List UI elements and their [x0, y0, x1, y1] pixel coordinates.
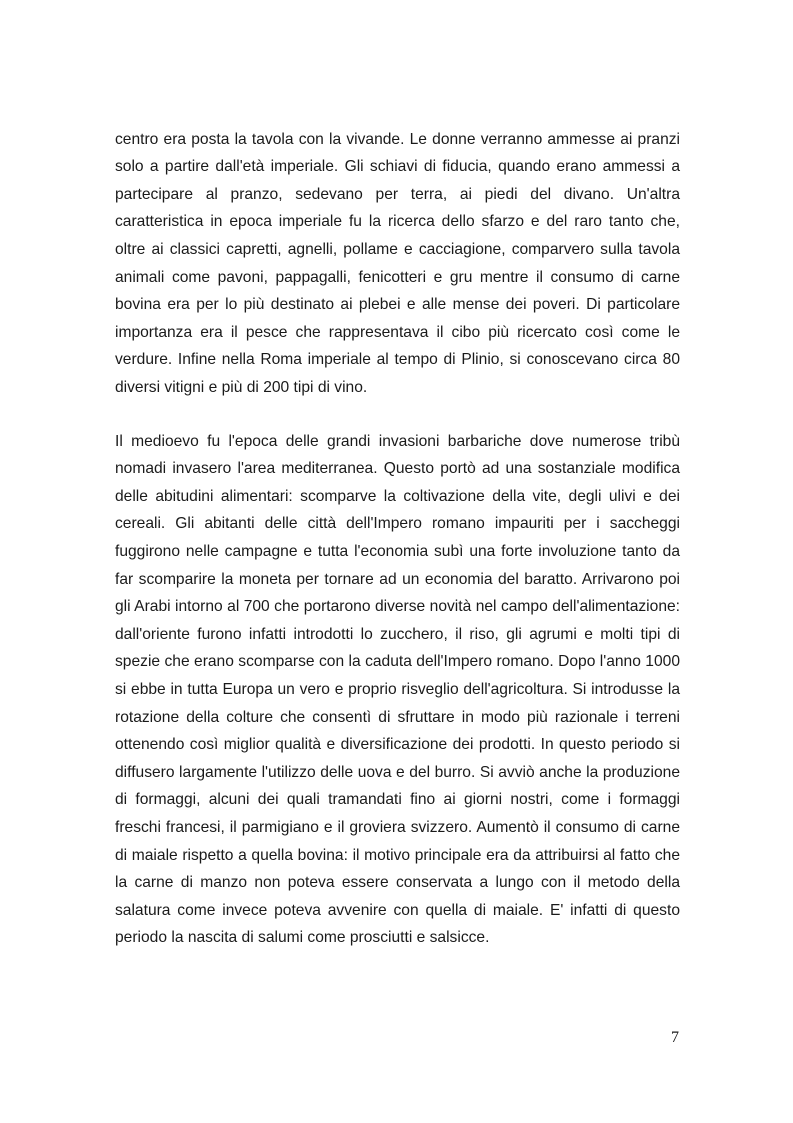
page-number: 7	[671, 1029, 679, 1046]
paragraph-medieval-diet: Il medioevo fu l'epoca delle grandi invasioni barbariche dove numerose tribù nomadi invasero l'area mediterranea. Questo portò ad una sostanziale modifica delle abitudini alimentari: scomparve la coltivazione della vite, degli ulivi e dei cereali. Gli abitanti delle città dell'Impero romano impauriti per i saccheggi fuggirono nelle campagne e tutta l'economia subì una forte involuzione tanto da far scomparire la moneta per tornare ad un economia del baratto. Arrivarono poi gli Arabi intorno al 700 che portarono diverse novità nel campo dell'alimentazione: dall'oriente furono infatti introdotti lo zucchero, il riso, gli agrumi e molti tipi di spezie che erano scomparse con la caduta dell'Impero romano. Dopo l'anno 1000 si ebbe in tutta Europa un vero e proprio risveglio dell'agricoltura. Si introdusse la rotazione della colture che consentì di sfruttare in modo più razionale i terreni ottenendo così miglior qualità e diversificazione dei prodotti. In questo periodo si diffusero largamente l'utilizzo delle uova e del burro. Si avviò anche la produzione di formaggi, alcuni dei quali tramandati fino ai giorni nostri, come i formaggi freschi francesi, il parmigiano e il groviera svizzero. Aumentò il consumo di carne di maiale rispetto a quella bovina: il motivo principale era da attribuirsi al fatto che la carne di manzo non poteva essere conservata a lungo con il metodo della salatura come invece poteva avvenire con quella di maiale. E' infatti di questo periodo la nascita di salumi come prosciutti e salsicce.	[115, 432, 680, 947]
paragraph-roman-banquets: centro era posta la tavola con la vivande. Le donne verranno ammesse ai pranzi solo a partire dall'età imperiale. Gli schiavi di fiducia, quando erano ammessi a partecipare al pranzo, sedevano per terra, ai piedi del divano. Un'altra caratteristica in epoca imperiale fu la ricerca dello sfarzo e del raro tanto che, oltre ai classici capretti, agnelli, pollame e cacciagione, comparvero sulla tavola animali come pavoni, pappagalli, fenicotteri e gru mentre il consumo di carne bovina era per lo più destinato ai plebei e alle mense dei poveri. Di particolare importanza era il pesce che rappresentava il cibo più ricercato così come le verdure. Infine nella Roma imperiale al tempo di Plinio, si conoscevano circa 80 diversi vitigni e più di 200 tipi di vino.	[115, 130, 680, 396]
